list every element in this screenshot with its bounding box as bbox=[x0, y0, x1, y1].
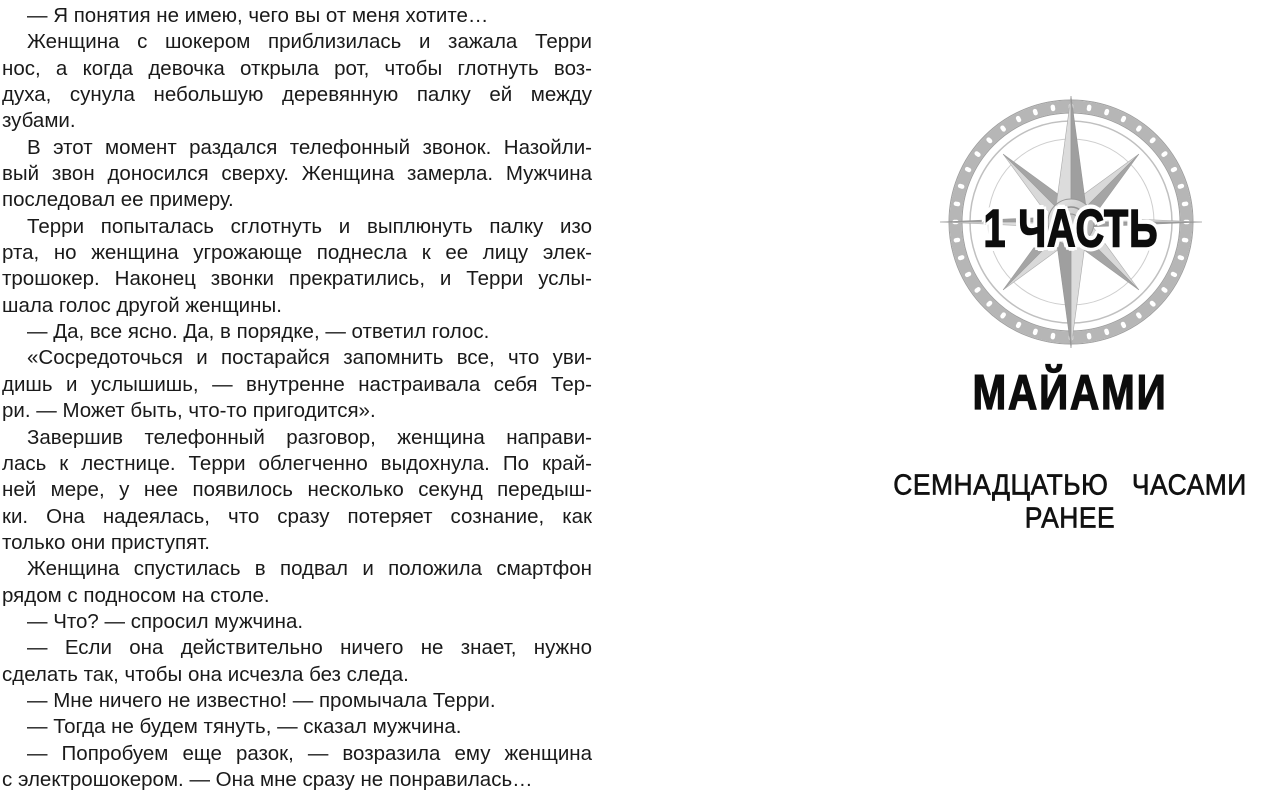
text-line: рядом с подносом на столе. bbox=[2, 583, 592, 609]
text-line: только они приступят. bbox=[2, 530, 592, 556]
text-line: — Мне ничего не известно! — промычала Терри. bbox=[2, 688, 592, 714]
text-line: Женщина спустилась в подвал и положила смартфон bbox=[2, 556, 592, 582]
text-line: — Я понятия не имею, чего вы от меня хотите… bbox=[2, 3, 592, 29]
text-line: с электрошокером. — Она мне сразу не понравилась… bbox=[2, 767, 592, 793]
text-line: «Сосредоточься и постарайся запомнить все, что уви- bbox=[2, 345, 592, 371]
text-line: вый звон доносился сверху. Женщина замерла. Мужчина bbox=[2, 161, 592, 187]
text-line: Терри попыталась сглотнуть и выплюнуть палку изо bbox=[2, 214, 592, 240]
text-line: ри. — Может быть, что-то пригодится». bbox=[2, 398, 592, 424]
text-line: — Что? — спросил мужчина. bbox=[2, 609, 592, 635]
text-line: — Тогда не будем тянуть, — сказал мужчина. bbox=[2, 714, 592, 740]
text-line: ней мере, у нее появилось несколько секунд передыш- bbox=[2, 477, 592, 503]
text-line: нос, а когда девочка открыла рот, чтобы глотнуть воз- bbox=[2, 56, 592, 82]
text-line: ки. Она надеялась, что сразу потеряет сознание, как bbox=[2, 504, 592, 530]
part-label: 1 ЧАСТЬ bbox=[951, 198, 1190, 259]
text-line: Завершив телефонный разговор, женщина направи- bbox=[2, 425, 592, 451]
text-line: — Попробуем еще разок, — возразила ему женщина bbox=[2, 741, 592, 767]
text-line: рта, но женщина угрожающе поднесла к ее лицу элек- bbox=[2, 240, 592, 266]
text-line: шала голос другой женщины. bbox=[2, 293, 592, 319]
text-line: духа, сунула небольшую деревянную палку ей между bbox=[2, 82, 592, 108]
text-line: трошокер. Наконец звонки прекратились, и Терри услы- bbox=[2, 266, 592, 292]
text-line: — Если она действительно ничего не знает, нужно bbox=[2, 635, 592, 661]
text-line: сделать так, чтобы она исчезла без следа. bbox=[2, 662, 592, 688]
text-line: зубами. bbox=[2, 108, 592, 134]
text-line: В этот момент раздался телефонный звонок. Назойли- bbox=[2, 135, 592, 161]
chapter-title: МАЙАМИ bbox=[881, 364, 1259, 421]
text-line: лась к лестнице. Терри облегченно выдохнула. По край- bbox=[2, 451, 592, 477]
chapter-subtitle: СЕМНАДЦАТЬЮ ЧАСАМИ РАНЕЕ bbox=[850, 469, 1276, 535]
text-line: Женщина с шокером приблизилась и зажала Терри bbox=[2, 29, 592, 55]
text-line: последовал ее примеру. bbox=[2, 187, 592, 213]
left-page-text bbox=[2, 3, 592, 793]
text-line: дишь и услышишь, — внутренне настраивала себя Тер- bbox=[2, 372, 592, 398]
right-page bbox=[640, 0, 1276, 792]
text-line: — Да, все ясно. Да, в порядке, — ответил голос. bbox=[2, 319, 592, 345]
